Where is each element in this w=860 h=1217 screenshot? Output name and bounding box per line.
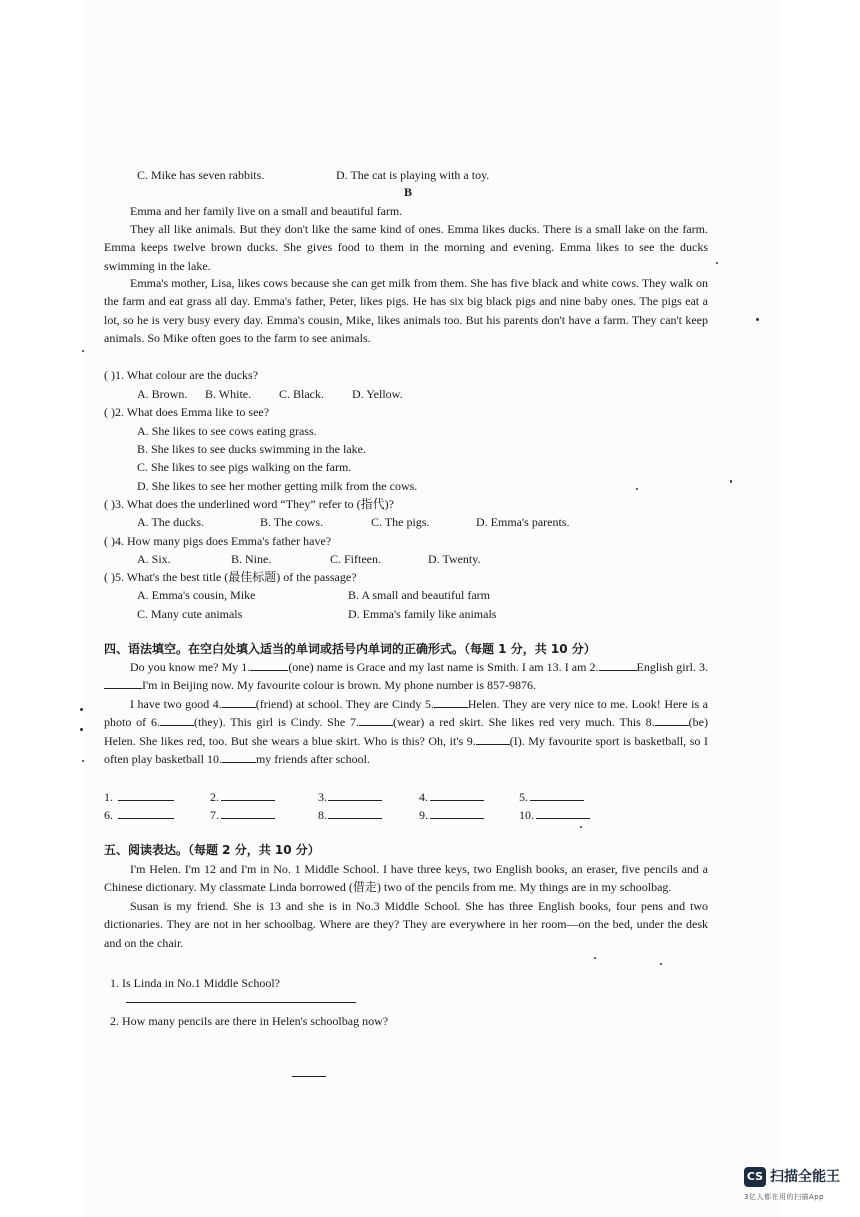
text-run: I'm in Beijing now. My favourite colour is brown. My phone number is 857-9876. — [142, 678, 537, 693]
answer-line-2[interactable] — [221, 800, 275, 801]
scan-speck — [716, 262, 718, 264]
q3-option-c: C. The pigs. — [371, 515, 430, 529]
q5-option-a: A. Emma's cousin, Mike — [137, 588, 256, 602]
answer-label-4: 4. — [419, 790, 428, 804]
answer-label-3: 3. — [318, 790, 327, 804]
q5-option-b: B. A small and beautiful farm — [348, 588, 490, 602]
text-run: (I). My favourite sport is basketball, so I often play basketball 10. — [104, 733, 708, 767]
answer-label-8: 8. — [318, 808, 327, 822]
text-run: (they). This girl is Cindy. She 7. — [194, 715, 359, 730]
text-run: (be) Helen. She likes red, too. But she wears a blue skirt. Who is this? Oh, it's 9. — [104, 715, 708, 748]
q2-option-d: D. She likes to see her mother getting milk from the cows. — [137, 479, 418, 493]
answer-label-5: 5. — [519, 790, 528, 804]
answer-line-1[interactable] — [118, 800, 174, 801]
answer-label-9: 9. — [419, 808, 428, 822]
q1-option-a: A. Brown. — [137, 387, 188, 401]
q3-option-b: B. The cows. — [260, 515, 324, 529]
blank-3 — [104, 676, 142, 689]
text-run: Do you know me? My 1. — [130, 660, 251, 674]
q4-option-b: B. Nine. — [231, 552, 272, 566]
q3-option-d: D. Emma's parents. — [476, 515, 570, 529]
answer-label-7: 7. — [210, 808, 219, 822]
scan-speck — [82, 350, 84, 352]
scan-speck — [636, 488, 638, 490]
text-run: I have two good 4. — [130, 697, 222, 711]
answer-line-9[interactable] — [430, 818, 484, 819]
blank-1 — [250, 658, 288, 671]
q2-option-a: A. She likes to see cows eating grass. — [137, 424, 317, 438]
text-run: my friends after school. — [255, 752, 370, 767]
text-run: (wear) a red skirt. She likes red very much. This 8. — [392, 715, 655, 730]
blank-7 — [359, 713, 393, 726]
watermark-name: 扫描全能王 — [770, 1169, 840, 1185]
answer-line-3[interactable] — [328, 800, 382, 801]
q2-option-c: C. She likes to see pigs walking on the farm. — [137, 460, 352, 474]
answer-line-10[interactable] — [536, 818, 590, 819]
blank-10 — [222, 750, 256, 763]
q1-option-b: B. White. — [205, 387, 252, 401]
section-4-paragraph-1 — [104, 658, 708, 695]
section-5-paragraph-1: I'm Helen. I'm 12 and I'm in No. 1 Middle School. I have three keys, two English books, an eraser, five pencils and a Chinese dictionary. My classmate Linda borrowed (借走) two of the pencils from me. My things are in my schoolbag. — [104, 862, 708, 895]
text-run: (friend) at school. They are Cindy 5. — [255, 697, 434, 711]
answer-line-7[interactable] — [221, 818, 275, 819]
answer-line-4[interactable] — [430, 800, 484, 801]
blank-6 — [160, 713, 194, 726]
scan-speck — [660, 963, 662, 965]
q5-option-d: D. Emma's family like animals — [348, 607, 497, 621]
q4-option-a: A. Six. — [137, 552, 171, 566]
section-4-paragraph-2 — [104, 695, 708, 769]
q4-option-c: C. Fifteen. — [330, 552, 381, 566]
prev-option-d: D. The cat is playing with a toy. — [336, 168, 490, 182]
scan-speck — [594, 957, 596, 959]
question-1-stem: ( )1. What colour are the ducks? — [104, 368, 259, 382]
question-2-stem: ( )2. What does Emma like to see? — [104, 405, 270, 419]
blank-2 — [599, 658, 637, 671]
scan-speck — [580, 826, 582, 828]
answer-line-5[interactable] — [530, 800, 584, 801]
answer-label-1: 1. — [104, 790, 113, 804]
answer-line-8[interactable] — [328, 818, 382, 819]
scan-speck — [756, 318, 759, 321]
reading-answer-line-1[interactable] — [126, 1002, 356, 1003]
scan-speck — [80, 708, 83, 711]
section-4-heading: 四、语法填空。在空白处填入适当的单词或括号内单词的正确形式。（每题 1 分，共 10 分） — [104, 642, 596, 656]
reading-question-1: 1. Is Linda in No.1 Middle School? — [110, 976, 280, 990]
text-run: (one) name is Grace and my last name is Smith. I am 13. I am 2. — [288, 660, 599, 674]
q4-option-d: D. Twenty. — [428, 552, 481, 566]
text-run: Helen. They are very nice to me. Look! Here is a photo of 6. — [104, 697, 708, 730]
reading-question-2: 2. How many pencils are there in Helen's schoolbag now? — [110, 1014, 389, 1028]
scan-speck — [82, 760, 84, 762]
passage-b-paragraph-1: Emma and her family live on a small and beautiful farm. — [130, 204, 403, 218]
reading-answer-line-2[interactable] — [292, 1076, 326, 1077]
answer-label-6: 6. — [104, 808, 113, 822]
answer-label-2: 2. — [210, 790, 219, 804]
camscanner-logo-icon: CS — [744, 1167, 766, 1187]
question-5-stem: ( )5. What's the best title (最佳标题) of the passage? — [104, 570, 357, 584]
blank-4 — [222, 695, 256, 708]
answer-line-6[interactable] — [118, 818, 174, 819]
blank-9 — [476, 732, 510, 745]
q5-option-c: C. Many cute animals — [137, 607, 243, 621]
scan-speck — [730, 480, 732, 483]
answer-label-10: 10. — [519, 808, 534, 822]
section-b-label: B — [404, 185, 413, 199]
blank-8 — [655, 713, 689, 726]
scan-speck — [80, 728, 83, 731]
blank-5 — [434, 695, 468, 708]
q2-option-b: B. She likes to see ducks swimming in the lake. — [137, 442, 366, 456]
question-3-stem: ( )3. What does the underlined word “They” refer to (指代)? — [104, 497, 394, 511]
prev-option-c: C. Mike has seven rabbits. — [137, 168, 265, 182]
text-run: English girl. 3. — [636, 660, 708, 674]
passage-b-paragraph-2: They all like animals. But they don't like the same kind of ones. Emma likes ducks. There is a small lake on the farm. Emma keeps twelve brown ducks. She gives food to them in the morning and evening. Emma likes to see the ducks swimming in the lake. — [104, 222, 708, 273]
watermark-tagline: 3亿人都在用的扫描App — [744, 1193, 825, 1201]
passage-b-paragraph-3: Emma's mother, Lisa, likes cows because she can get milk from them. She has five black and white cows. They walk on the farm and eat grass all day. Emma's father, Peter, likes pigs. He has six big black pigs and nine baby ones. The pigs eat a lot, so he is very busy every day. Emma's cousin, Mike, likes animals too. But his parents don't have a farm. They can't keep animals. So Mike often goes to the farm to see animals. — [104, 276, 708, 346]
q1-option-d: D. Yellow. — [352, 387, 403, 401]
q1-option-c: C. Black. — [279, 387, 324, 401]
section-5-heading: 五、阅读表达。（每题 2 分，共 10 分） — [104, 843, 320, 857]
section-5-paragraph-2: Susan is my friend. She is 13 and she is in No.3 Middle School. She has three English books, four pens and two dictionaries. They are not in her schoolbag. Where are they? They are everywhere in her room—on the bed, under the desk and on the chair. — [104, 899, 708, 950]
q3-option-a: A. The ducks. — [137, 515, 205, 529]
question-4-stem: ( )4. How many pigs does Emma's father have? — [104, 534, 332, 548]
